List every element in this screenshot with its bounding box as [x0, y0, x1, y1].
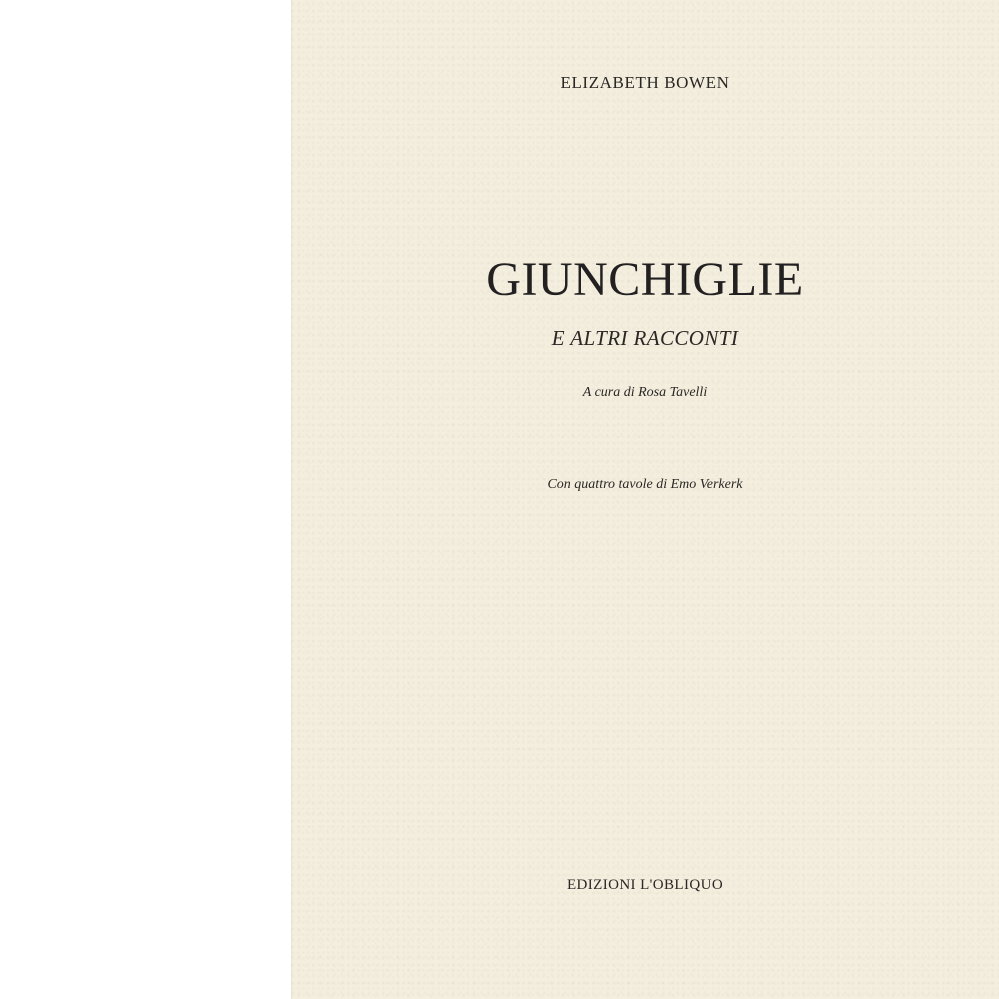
author-name: ELIZABETH BOWEN — [560, 73, 730, 92]
publisher-name: EDIZIONI L'OBLIQUO — [566, 877, 724, 893]
book-subtitle: E ALTRI RACCONTI — [551, 326, 739, 350]
book-title: GIUNCHIGLIE — [486, 253, 804, 306]
editor-credit: A cura di Rosa Tavelli — [582, 385, 708, 400]
book-cover — [291, 0, 999, 999]
illustrations-credit: Con quattro tavole di Emo Verkerk — [547, 477, 743, 492]
